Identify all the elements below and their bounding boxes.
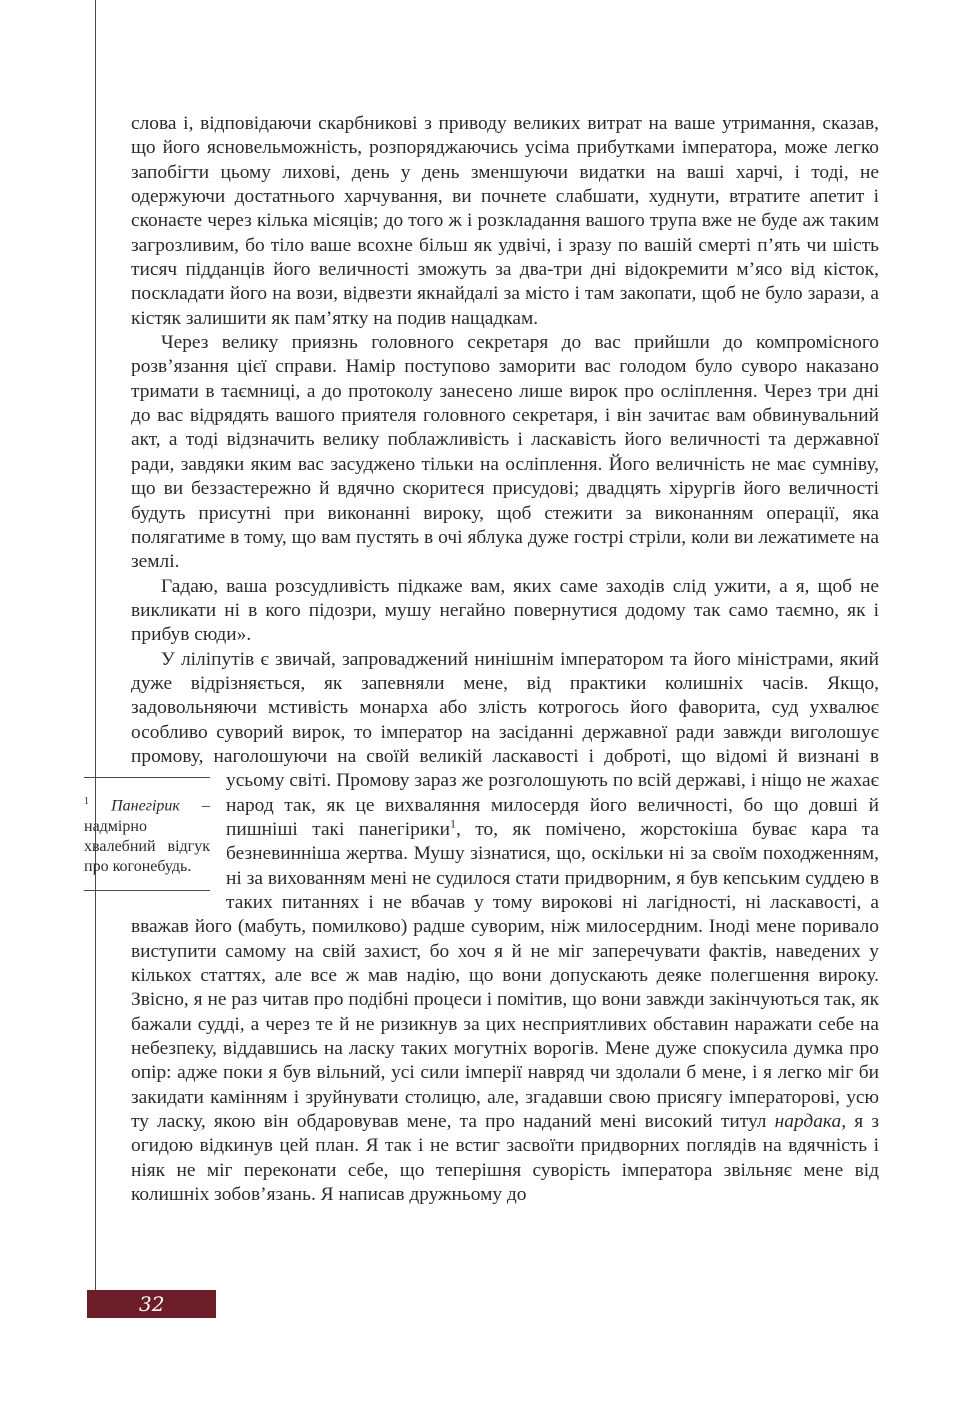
paragraph-1: слова і, відповідаючи скарбникові з приводу великих витрат на ваше утримання, сказав, що його ясновельможність, розпоряджаючись усіма прибутками імператора, може легко запобігти цьому лихові, день у день зменшуючи видатки на ваші харчі, і тоді, не одержуючи достатнього харчування, ви почнете слабшати, худнути, втратите апетит і сконаєте через кілька місяців; до того ж і розкладання вашого трупа вже не буде аж таким загрозливим, бо тіло ваше всохне більш як удвічі, і зразу по вашій смерті п’ять чи шість тисяч підданців його величності зможуть за два-три дні відокремити м’ясо від кісток, поскладати його на вози, відвезти якнайдалі за місто і там закопати, щоб не було зарази, а кістяк залишити як пам’ятку на подив нащадкам. bbox=[131, 113, 879, 329]
paragraph-4-part-1: У ліліпутів є звичай, запроваджений нинішнім імператором та його міністрами, який дуже відрізняється, як запевняли мене, від практики колишніх часів. Якщо, задовольняючи мстивість монарха або злість котрогось його фаворита, суд ухвалює особливо суворий вирок, то імператор на засіданні державної ради завжди виголошує промову, наголошуючи на своїй великій ласкавості і доброті, що відомі й визнані в усьому світі. Промову зараз же розголошують по всій bbox=[131, 648, 879, 792]
page-number: 32 bbox=[139, 1292, 165, 1316]
footnote-box bbox=[84, 767, 210, 912]
paragraph-2: Через велику приязнь головного секретаря до вас прийшли до компромісного розв’язання цієї справи. Намір поступово заморити вас голодом було суворо наказано тримати в таємниці, а до протоколу занесено лише вирок про осліплення. Через три дні до вас відрядять вашого приятеля головного секретаря, і він зачитає вам обвинувальний акт, а тоді відзначить велику поблажливість і ласкавість його величності та державної ради, завдяки яким вас засуджено тільки на осліплення. Його величність не має сумніву, що ви беззастережно й вдячно скоритеся присудові; двадцять хірургів його величності будуть присутні при виконанні вироку, щоб стежити за виконанням операції, яка полягатиме в тому, що вам пустять в очі яблука дуже гострі стріли, коли ви лежатимете на землі. bbox=[131, 332, 879, 573]
paragraph-4-part-4: я з огидою відкинув цей план. Я так і не встиг засвоїти придворних поглядів на вдячність і ніяк не міг переконати себе, що теперішня суворість імператора звільняє мене від колишніх зобов’язань. Я написав дружньому до bbox=[131, 1111, 879, 1206]
paragraph-4-part-2: державі, і ніщо не жахає народ так, як це вихваляння милосердя його величності, бо що довші й пишніші такі панегірики bbox=[226, 770, 879, 840]
footnote-top-rule bbox=[84, 777, 210, 778]
paragraph-3: Гадаю, ваша розсудливість підкаже вам, яких саме заходів слід ужити, а я, щоб не викликати ні в кого підозри, мушу негайно повернутися додому так само таємно, як і прибув сюди». bbox=[131, 575, 879, 646]
footnote-reference[interactable]: 1 bbox=[450, 816, 456, 831]
footnote-term: Панегірик bbox=[111, 797, 180, 815]
footnote-definition: – надмірно хвалебний відгук про когонебудь. bbox=[84, 797, 211, 875]
footnote-number: 1 bbox=[84, 796, 89, 808]
paragraph-4 bbox=[84, 648, 879, 1208]
footnote-bottom-rule bbox=[84, 890, 210, 891]
margin-rule bbox=[95, 0, 96, 1290]
page-number-tab bbox=[87, 1290, 216, 1318]
paragraph-4-part-3: , то, як помічено, жорстокіша буває кара та безневинніша жертва. Мушу зізнатися, що, оскільки ні за своїм походженням, ні за вихованням мені не судилося стати придворним, я був кепським суддею в таких питаннях і не вбачав у тому вирокові ні лагідності, ні ласкавості, а вважав його (мабуть, помилково) радше суворим, ніж милосердним. Іноді мене поривало виступити самому на свій захист, бо хоч я й не міг заперечувати фактів, наведених у кількох статтях, але все ж мав надію, що вони допускають деяке полегшення вироку. Звісно, я не раз читав про подібні процеси і помітив, що вони завжди закінчуються так, як бажали судді, а через те й не ризикнув за цих несприятливих обставин наражати себе на небезпеку, віддавшись на ласку таких могутніх ворогів. Мене дуже спокусила думка про опір: адже поки я був вільний, усі сили імперії навряд чи здолали б мене, і я легко міг би закидати камінням і зруйнувати столицю, але, згадавши свою присягу імператорові, усю ту ласку, якою він обдаровував мене, та про наданий мені високий титул bbox=[131, 818, 879, 1133]
main-text bbox=[84, 112, 879, 1207]
italic-term-nardak: нардака, bbox=[774, 1111, 847, 1133]
footnote bbox=[84, 792, 210, 876]
